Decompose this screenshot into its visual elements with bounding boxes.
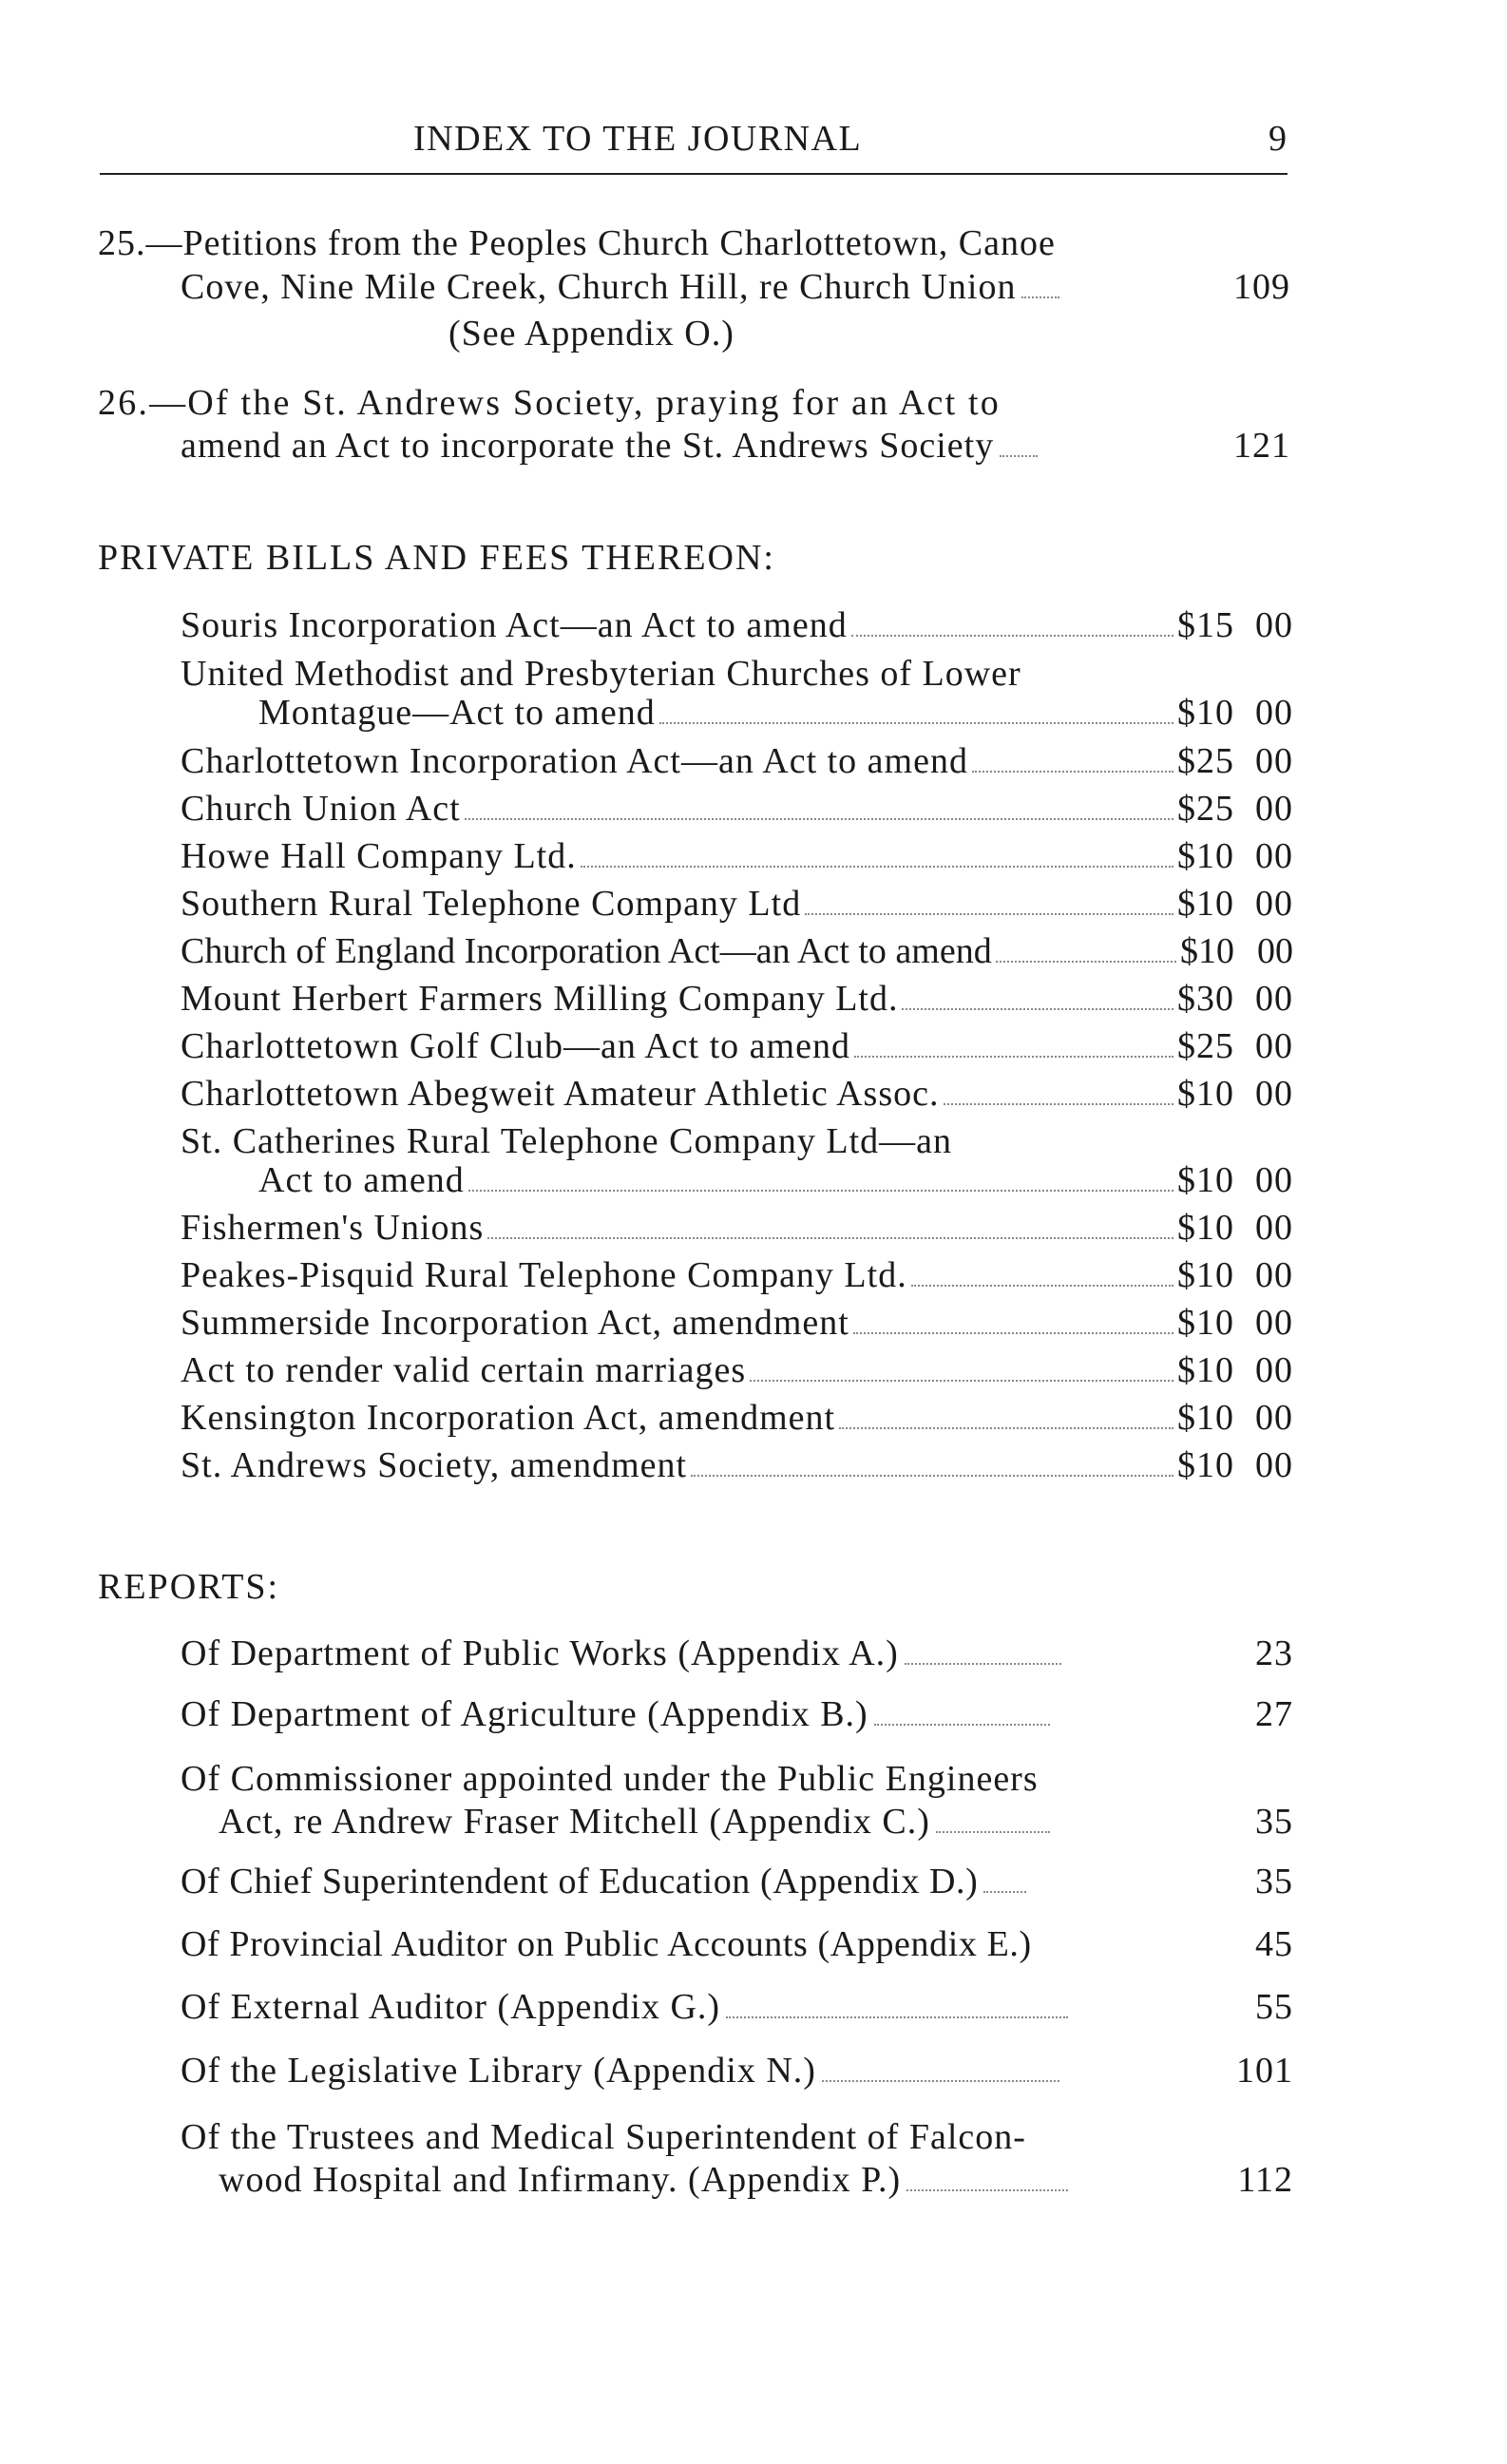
bill-name: Charlottetown Abegweit Amateur Athletic Assoc. — [181, 1074, 940, 1114]
fee-dollars: $10 — [1177, 1208, 1234, 1248]
report-page-number: 55 — [1255, 1987, 1293, 2027]
petition-text: Cove, Nine Mile Creek, Church Hill, re Church Union — [181, 267, 1017, 307]
fee-cents: 00 — [1255, 979, 1293, 1019]
dot-leader — [1000, 455, 1038, 457]
bill-name: St. Catherines Rural Telephone Company Ltd—an — [181, 1121, 953, 1161]
private-bill-row — [181, 602, 1293, 648]
bill-name: Church of England Incorporation Act—an Act to amend — [181, 931, 992, 971]
petition-text-line: 26.—Of the St. Andrews Society, praying for an Act to — [98, 383, 1001, 423]
fee-dollars: $10 — [1177, 693, 1234, 733]
fee-dollars: $10 — [1177, 1303, 1234, 1343]
private-bills-heading: PRIVATE BILLS AND FEES THEREON: — [98, 538, 775, 578]
fee-cents: 00 — [1255, 1160, 1293, 1200]
private-bill-row — [181, 881, 1293, 926]
private-bill-row — [181, 1071, 1293, 1117]
dot-leader — [906, 2189, 1068, 2191]
petition-page-number: 121 — [1233, 426, 1290, 466]
dot-leader — [874, 1724, 1050, 1726]
fee-dollars: $25 — [1177, 789, 1234, 829]
bill-name: Mount Herbert Farmers Milling Company Ltd. — [181, 979, 899, 1019]
bill-name: Church Union Act — [181, 789, 461, 829]
dot-leader — [839, 1427, 1173, 1429]
petition-text-line — [181, 423, 1038, 468]
fee-dollars: $10 — [1177, 1398, 1234, 1438]
page-header — [100, 112, 1288, 175]
fee-dollars: $10 — [1177, 1160, 1234, 1200]
bill-name: Charlottetown Incorporation Act—an Act to amend — [181, 741, 968, 781]
dot-leader — [853, 1332, 1173, 1334]
fee-cents: 00 — [1255, 605, 1293, 645]
fee-dollars: $15 — [1177, 605, 1234, 645]
running-title: INDEX TO THE JOURNAL — [413, 119, 863, 159]
report-title: Of Department of Agriculture (Appendix B.) — [181, 1694, 868, 1734]
dot-leader — [972, 771, 1173, 773]
fee-dollars: $25 — [1177, 1026, 1234, 1066]
petition-text-line — [181, 264, 1059, 310]
private-bill-row — [181, 833, 1293, 879]
bill-name: Fishermen's Unions — [181, 1208, 485, 1248]
private-bill-row — [181, 738, 1293, 784]
bill-name: Montague—Act to amend — [258, 693, 656, 733]
dot-leader — [822, 2080, 1059, 2082]
bill-name: Act to amend — [258, 1160, 465, 1200]
bill-name-continuation — [258, 1157, 1293, 1203]
report-page-number: 45 — [1255, 1924, 1293, 1964]
bill-name: St. Andrews Society, amendment — [181, 1445, 688, 1485]
report-text-line — [181, 1859, 1026, 1904]
fee-dollars: $10 — [1177, 1074, 1234, 1114]
dot-leader — [911, 1285, 1173, 1287]
dot-leader — [750, 1380, 1173, 1382]
dot-leader — [936, 1831, 1050, 1833]
report-page-number: 112 — [1237, 2160, 1293, 2200]
fee-cents: 00 — [1255, 1208, 1293, 1248]
fee-dollars: $10 — [1177, 1350, 1234, 1390]
bill-name: Kensington Incorporation Act, amendment — [181, 1398, 836, 1438]
petition-text-line: (See Appendix O.) — [448, 314, 734, 353]
private-bill-row — [181, 1300, 1293, 1346]
report-page-number: 35 — [1255, 1862, 1293, 1901]
fee-cents: 00 — [1255, 1398, 1293, 1438]
bill-name: Souris Incorporation Act—an Act to amend — [181, 605, 848, 645]
private-bill-row — [181, 976, 1293, 1022]
dot-leader — [468, 1190, 1173, 1192]
report-title: Of External Auditor (Appendix G.) — [181, 1987, 721, 2027]
report-text-line — [181, 2048, 1059, 2093]
report-title: Of Chief Superintendent of Education (Appendix D.) — [181, 1862, 979, 1901]
reports-heading: REPORTS: — [98, 1567, 280, 1607]
fee-dollars: $10 — [1180, 931, 1234, 971]
fee-dollars: $25 — [1177, 741, 1234, 781]
bill-name: Act to render valid certain marriages — [181, 1350, 747, 1390]
petition-text-line: 25.—Petitions from the Peoples Church Charlottetown, Canoe — [98, 223, 1056, 263]
private-bill-row — [181, 1347, 1293, 1393]
report-title: wood Hospital and Infirmany. (Appendix P.) — [219, 2160, 902, 2200]
report-text-line — [181, 1631, 1061, 1676]
report-page-number: 101 — [1236, 2051, 1293, 2091]
dot-leader — [851, 635, 1173, 637]
report-title: Of Department of Public Works (Appendix A.) — [181, 1633, 899, 1673]
fee-dollars: $10 — [1177, 884, 1234, 924]
report-title: Of the Legislative Library (Appendix N.) — [181, 2051, 816, 2091]
dot-leader — [902, 1008, 1173, 1010]
bill-name: United Methodist and Presbyterian Churches of Lower — [181, 654, 1021, 694]
fee-cents: 00 — [1255, 1026, 1293, 1066]
fee-cents: 00 — [1257, 931, 1293, 971]
dot-leader — [854, 1056, 1173, 1058]
dot-leader — [726, 2016, 1068, 2018]
fee-cents: 00 — [1255, 1350, 1293, 1390]
private-bill-row — [181, 1395, 1293, 1441]
dot-leader — [659, 722, 1173, 724]
dot-leader — [581, 866, 1173, 868]
petition-text: amend an Act to incorporate the St. Andrews Society — [181, 426, 995, 466]
fee-cents: 00 — [1255, 1255, 1293, 1295]
report-page-number: 35 — [1255, 1802, 1293, 1842]
fee-cents: 00 — [1255, 1303, 1293, 1343]
report-text-line — [219, 2157, 1068, 2203]
bill-name: Howe Hall Company Ltd. — [181, 836, 577, 876]
dot-leader — [691, 1475, 1173, 1477]
fee-dollars: $10 — [1177, 836, 1234, 876]
fee-cents: 00 — [1255, 693, 1293, 733]
private-bill-row — [181, 786, 1293, 831]
fee-cents: 00 — [1255, 741, 1293, 781]
dot-leader — [805, 913, 1173, 915]
report-text-line — [181, 1691, 1050, 1737]
bill-name: Summerside Incorporation Act, amendment — [181, 1303, 849, 1343]
page-number: 9 — [1269, 119, 1288, 159]
fee-cents: 00 — [1255, 1445, 1293, 1485]
report-text-line — [219, 1799, 1050, 1844]
private-bill-row — [181, 928, 1293, 974]
fee-cents: 00 — [1255, 836, 1293, 876]
fee-cents: 00 — [1255, 1074, 1293, 1114]
private-bill-row — [181, 1023, 1293, 1069]
report-text-line: Of Provincial Auditor on Public Accounts (Appendix E.) — [181, 1924, 1032, 1964]
petition-page-number: 109 — [1233, 267, 1290, 307]
dot-leader — [944, 1103, 1174, 1105]
private-bill-row — [181, 1442, 1293, 1488]
fee-cents: 00 — [1255, 789, 1293, 829]
fee-dollars: $30 — [1177, 979, 1234, 1019]
dot-leader — [1021, 296, 1059, 298]
private-bill-row — [181, 1205, 1293, 1251]
report-page-number: 27 — [1255, 1694, 1293, 1734]
fee-dollars: $10 — [1177, 1255, 1234, 1295]
bill-name: Charlottetown Golf Club—an Act to amend — [181, 1026, 850, 1066]
report-text-line — [181, 1984, 1068, 2030]
dot-leader — [465, 818, 1173, 820]
bill-name: Southern Rural Telephone Company Ltd — [181, 884, 802, 924]
report-title: Act, re Andrew Fraser Mitchell (Appendix C.) — [219, 1802, 930, 1842]
dot-leader — [996, 961, 1176, 963]
report-text-line: Of the Trustees and Medical Superintendent of Falcon- — [181, 2117, 1026, 2157]
bill-name: Peakes-Pisquid Rural Telephone Company Ltd. — [181, 1255, 907, 1295]
dot-leader — [487, 1237, 1173, 1239]
bill-name-continuation — [258, 690, 1293, 735]
dot-leader — [905, 1663, 1061, 1665]
report-page-number: 23 — [1255, 1633, 1293, 1673]
fee-cents: 00 — [1255, 884, 1293, 924]
report-text-line: Of Commissioner appointed under the Public Engineers — [181, 1759, 1039, 1799]
fee-dollars: $10 — [1177, 1445, 1234, 1485]
private-bill-row — [181, 1252, 1293, 1298]
dot-leader — [983, 1891, 1026, 1893]
